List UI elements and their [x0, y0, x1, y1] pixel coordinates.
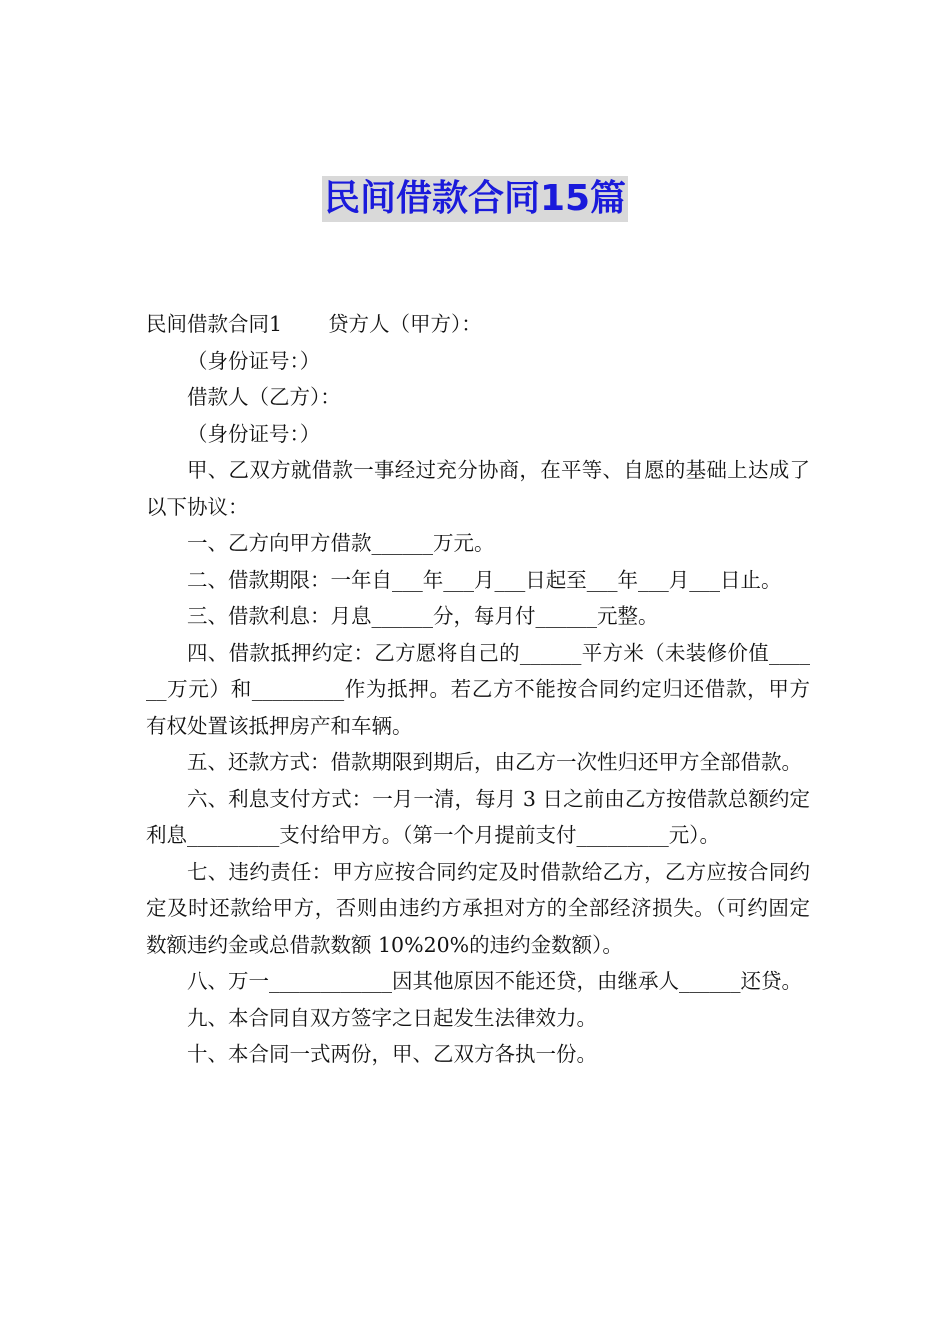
document-title: 民间借款合同15篇: [322, 176, 628, 222]
borrower-id-line: （身份证号：）: [187, 421, 321, 446]
clause-5: 五、还款方式：借款期限到期后，由乙方一次性归还甲方全部借款。: [187, 750, 802, 774]
clause-4: 四、借款抵押约定：乙方愿将自己的______平方米（未装修价值______万元）和_________作为抵押。若乙方不能按合同约定归还借款，甲方有权处置该抵押房产和车辆。: [146, 640, 810, 738]
clause-7: 七、违约责任：甲方应按合同约定及时借款给乙方，乙方应按合同约定及时还款给甲方，否则由违约方承担对方的全部经济损失。（可约固定数额违约金或总借款数额 10%20%的违约金数额）。: [146, 859, 810, 957]
title-container: [0, 176, 950, 222]
lender-label: 贷方人（甲方）：: [328, 312, 482, 336]
clause-9: 九、本合同自双方签字之日起发生法律效力。: [187, 1005, 597, 1030]
clause-10: 十、本合同一式两份，甲、乙双方各执一份。: [187, 1042, 597, 1066]
contract-heading-line: [146, 306, 810, 343]
lender-id-line: （身份证号：）: [187, 348, 321, 373]
clause-6: 六、利息支付方式：一月一清，每月 3 日之前由乙方按借款总额约定利息_________支付给甲方。（第一个月提前支付_________元）。: [146, 786, 810, 847]
clause-1: 一、乙方向甲方借款______万元。: [187, 531, 495, 555]
document-body: [146, 306, 810, 1073]
clause-8: 八、万一____________因其他原因不能还贷，由继承人______还贷。: [187, 969, 802, 993]
contract-heading: 民间借款合同1: [146, 312, 283, 336]
clause-2: 二、借款期限：一年自___年___月___日起至___年___月___日止。: [187, 567, 782, 592]
agreement-intro: 甲、乙双方就借款一事经过充分协商，在平等、自愿的基础上达成了以下协议：: [146, 458, 810, 519]
clause-3: 三、借款利息：月息______分，每月付______元整。: [187, 604, 659, 628]
borrower-label: 借款人（乙方）：: [187, 385, 341, 409]
